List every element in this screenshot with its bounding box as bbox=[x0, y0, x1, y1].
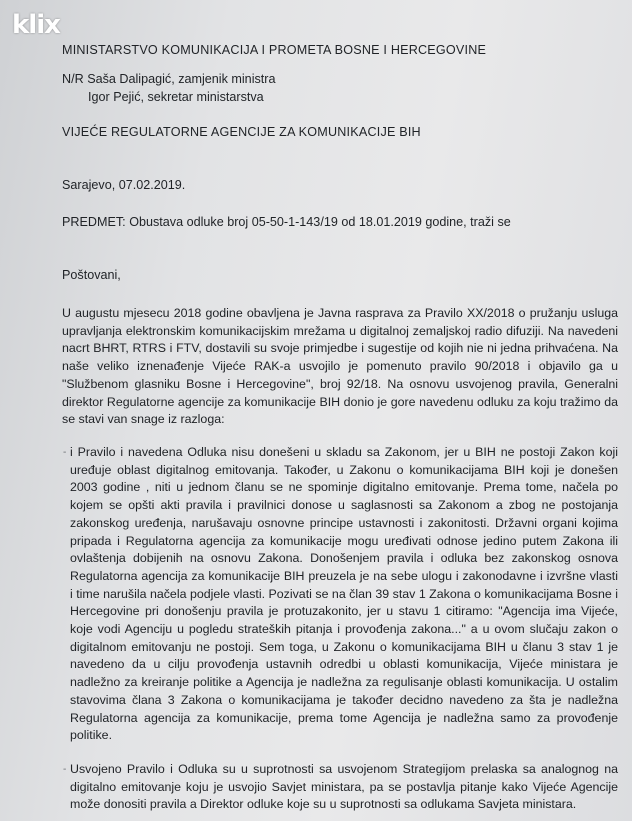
ministry-heading: MINISTARSTVO KOMUNIKACIJA I PROMETA BOSNE I HERCEGOVINE bbox=[62, 43, 487, 57]
subject-label: PREDMET: bbox=[62, 215, 126, 229]
klix-watermark-logo: klix bbox=[12, 10, 60, 40]
greeting: Poštovani, bbox=[62, 268, 121, 282]
recipient-line-1 bbox=[62, 71, 275, 88]
bullet-paragraph-2: Usvojeno Pravilo i Odluka su u suprotnosti sa usvojenom Strategijom prelaska sa analognog na digitalno emitovanje koju je usvojio Savjet ministara, pa se postavlja pitanje kako Vijeće Agencije može donositi pravila a Direktor odluke koje su u suprotnosti sa odlukama Savjeta ministara. bbox=[70, 762, 618, 812]
intro-paragraph: U augustu mjesecu 2018 godine obavljena je Javna rasprava za Pravilo XX/2018 o pružanju usluga upravljanja elektronskim komunikacijskim mrežama u digitalnoj zemaljskoj radio difuziji. Na navedeni nacrt BHRT, RTRS i FTV, dostavili su svoje primjedbe i sugestije od kojih nie ni jedna prihvaćena. Na naše veliko iznenađenje Vijeće RAK-a usvojilo je pomenuto pravilo 90/2018 i objavilo ga u "Službenom glasniku Bosne i Hercegovine", broj 92/18. Na osnovu usvojenog pravila, Generalni direktor Regulatorne agencije za komunikacije BIH donio je gore navedenu odluku za koju tražimo da se stavi van snage iz razloga: bbox=[62, 306, 618, 427]
subject-text: Obustava odluke broj 05-50-1-143/19 od 18.01.2019 godine, traži se bbox=[129, 215, 511, 229]
recipient-2: Igor Pejić, sekretar ministarstva bbox=[88, 90, 264, 104]
bullet-mark-2: - bbox=[63, 764, 67, 775]
recipient-1: Saša Dalipagić, zamjenik ministra bbox=[87, 72, 276, 86]
nr-prefix: N/R bbox=[62, 72, 84, 86]
council-heading: VIJEĆE REGULATORNE AGENCIJE ZA KOMUNIKACIJE BIH bbox=[62, 125, 421, 139]
place-date: Sarajevo, 07.02.2019. bbox=[62, 178, 186, 192]
subject-line bbox=[62, 214, 511, 231]
bullet-paragraph-1: i Pravilo i navedena Odluka nisu donešeni u skladu sa Zakonom, jer u BIH ne postoji Zakon koji uređuje oblast digitalnog emitovanja. Također, u Zakonu o komunikacijama BIH koji je donešen 2003 godine , niti u jednom članu se ne spominje digitalno emitovanje. Prema tome, načela po kojem se opšti akti pravila i pravilnici donose u saglasnosti sa Zakonom a zbog ne postojanja zakonskog uređenja, narušavaju osnovne principe ustavnosti i zakonitosti. Državni organi kojima pripada i Regulatorna agencija za komunikacije mogu uređivati odnose jedino putem Zakona ili ovlaštenja dobijenih na osnovu Zakona. Donošenjem pravila i odluka bez zakonskog osnova Regulatorna agencija za komunikacije BIH preuzela je na sebe ulogu i zakonodavne i izvršne vlasti i time narušila načela podjele vlasti. Pozivati se na član 39 stav 1 Zakona o komunikacijama Bosne i Hercegovine pri donošenju pravila je protuzakonito, jer u stavu 1 citiramo: "Agencija ima Vijeće, koje vodi Agenciju u pogledu strateških pitanja i provođenja zakona..." a u ovom slučaju zakon o digitalnom emitovanju ne postoji. Sem toga, u Zakonu o komunikacijama BIH u članu 3 stav 1 je navedeno da u cilju provođenja ustavnih odredbi u oblasti komunikacija, Vijeće ministara je nadležno za kreiranje politike a Agencija je nadležna za regulisanje oblasti komunikacija. U ostalim stavovima člana 3 Zakona o komunikacijama je također decidno navedeno za šta je nadležna Regulatorna agencija za komunikacije, prema tome Agencija je nadležna samo za provođenje politike. bbox=[70, 445, 618, 743]
bullet-mark-1: - bbox=[63, 447, 67, 458]
